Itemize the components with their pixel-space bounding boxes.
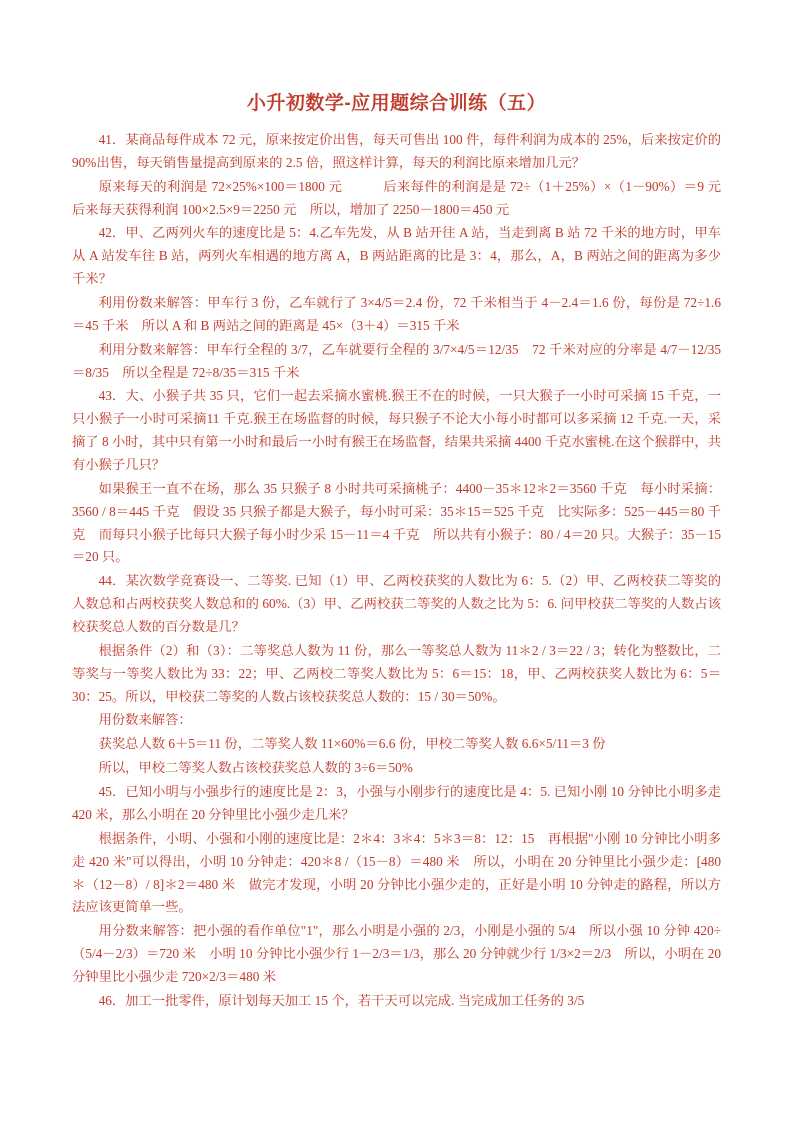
paragraph: 用分数来解答：把小强的看作单位"1"，那么小明是小强的 2/3，小刚是小强的 5/4 所以小强 10 分钟 420÷（5/4－2/3）＝720 米 小明 10 分钟比小强少行 1－2/3＝1/3，那么 20 分钟就少行 1/3×2＝2/3 所以，小明在 20 分钟里比小强少走 720×2/3＝480 米 — [72, 923, 721, 984]
paragraph: 利用分数来解答：甲车行全程的 3/7，乙车就要行全程的 3/7×4/5＝12/35 72 千米对应的分率是 4/7－12/35＝8/35 所以全程是 72÷8/35＝315 千米 — [72, 341, 721, 380]
paragraph: 41．某商品每件成本 72 元，原来按定价出售，每天可售出 100 件，每件利润为成本的 25%，后来按定价的 90%出售，每天销售量提高到原来的 2.5 倍，照这样计算，每天的利润比原来增加几元？ — [72, 132, 721, 170]
paragraph: 44．某次数学竞赛设一、二等奖. 已知（1）甲、乙两校获奖的人数比为 6：5.（2）甲、乙两校获二等奖的人数总和占两校获奖人数总和的 60%.（3）甲、乙两校获二等奖的人数之比为 5：6. 问甲校获二等奖的人数占该校获奖总人数的百分数是几？ — [72, 573, 721, 635]
paragraph: 用份数来解答： — [98, 712, 192, 728]
paragraph: 根据条件，小明、小强和小刚的速度比是：2＊4：3＊4：5＊3＝8：12：15 再根据"小刚 10 分钟比小明多走 420 米"可以得出，小明 10 分钟走：420＊8 /（15－8）＝480 米 所以，小明在 20 分钟里比小强少走：[480＊（12－8）/ 8]＊2＝480 米 做完才发现，小明 20 分钟比小强少走的，正好是小明 10 分钟走的路程，所以方法应该更简单一些。 — [72, 830, 721, 915]
paragraph: 所以，甲校二等奖人数占该校获奖总人数的 3÷6＝50% — [98, 760, 413, 776]
paragraph: 46．加工一批零件，原计划每天加工 15 个，若干天可以完成. 当完成加工任务的 3/5 — [98, 992, 585, 1008]
paragraph: 原来每天的利润是 72×25%×100＝1800 元 后来每件的利润是是 72÷（1＋25%）×（1－90%）＝9 元 后来每天获得利润 100×2.5×9＝2250 元 所以，增加了 2250－1800＝450 元 — [72, 178, 761, 217]
page-title: 小升初数学-应用题综合训练（五） — [246, 93, 547, 114]
paragraph: 利用份数来解答：甲车行 3 份，乙车就行了 3×4/5＝2.4 份，72 千米相当于 4－2.4＝1.6 份，每份是 72÷1.6＝45 千米 所以 A 和 B 两站之间的距离是 45×（3＋4）＝315 千米 — [72, 295, 721, 333]
paragraph: 获奖总人数 6＋5＝11 份，二等奖人数 11×60%＝6.6 份，甲校二等奖人数 6.6×5/11＝3 份 — [98, 736, 606, 752]
paragraph: 根据条件（2）和（3）：二等奖总人数为 11 份，那么一等奖总人数为 11＊2 / 3＝22 / 3；转化为整数比，二等奖与一等奖人数比为 33：22；甲、乙两校二等奖人数比为 5：6＝15：18，甲、乙两校获奖人数比为 6：5＝30：25。所以，甲校获二等奖的人数占该校获奖总人数的：15 / 30＝50%。 — [72, 642, 721, 704]
paragraph: 43．大、小猴子共 35 只，它们一起去采摘水蜜桃.猴王不在的时候，一只大猴子一小时可采摘 15 千克，一只小猴子一小时可采摘11 千克.猴王在场监督的时候，每只猴子不论大小每小时都可以多采摘 12 千克.一天，采摘了 8 小时，其中只有第一小时和最后一小时有猴王在场监督，结果共采摘 4400 千克水蜜桃.在这个猴群中，共有小猴子几只？ — [72, 388, 721, 473]
paragraph: 45．已知小明与小强步行的速度比是 2：3，小强与小刚步行的速度比是 4：5. 已知小刚 10 分钟比小明多走 420 米，那么小明在 20 分钟里比小强少走几米？ — [72, 784, 721, 822]
paragraph: 如果猴王一直不在场，那么 35 只猴子 8 小时共可采摘桃子：4400－35＊12＊2＝3560 千克 每小时采摘：3560 / 8＝445 千克 假设 35 只猴子都是大猴子，每小时可采：35＊15＝525 千克 比实际多：525－445＝80 千克 而每只小猴子比每只大猴子每小时少采 15－11＝4 千克 所以共有小猴子：80 / 4＝20 只。大猴子：35－15＝20 只。 — [72, 480, 721, 565]
paragraph: 42．甲、乙两列火车的速度比是 5：4.乙车先发，从 B 站开往 A 站，当走到离 B 站 72 千米的地方时，甲车从 A 站发车往 B 站，两列火车相遇的地方离 A，B 两站距离的比是 3：4，那么，A，B 两站之间的距离为多少千米？ — [72, 225, 721, 287]
